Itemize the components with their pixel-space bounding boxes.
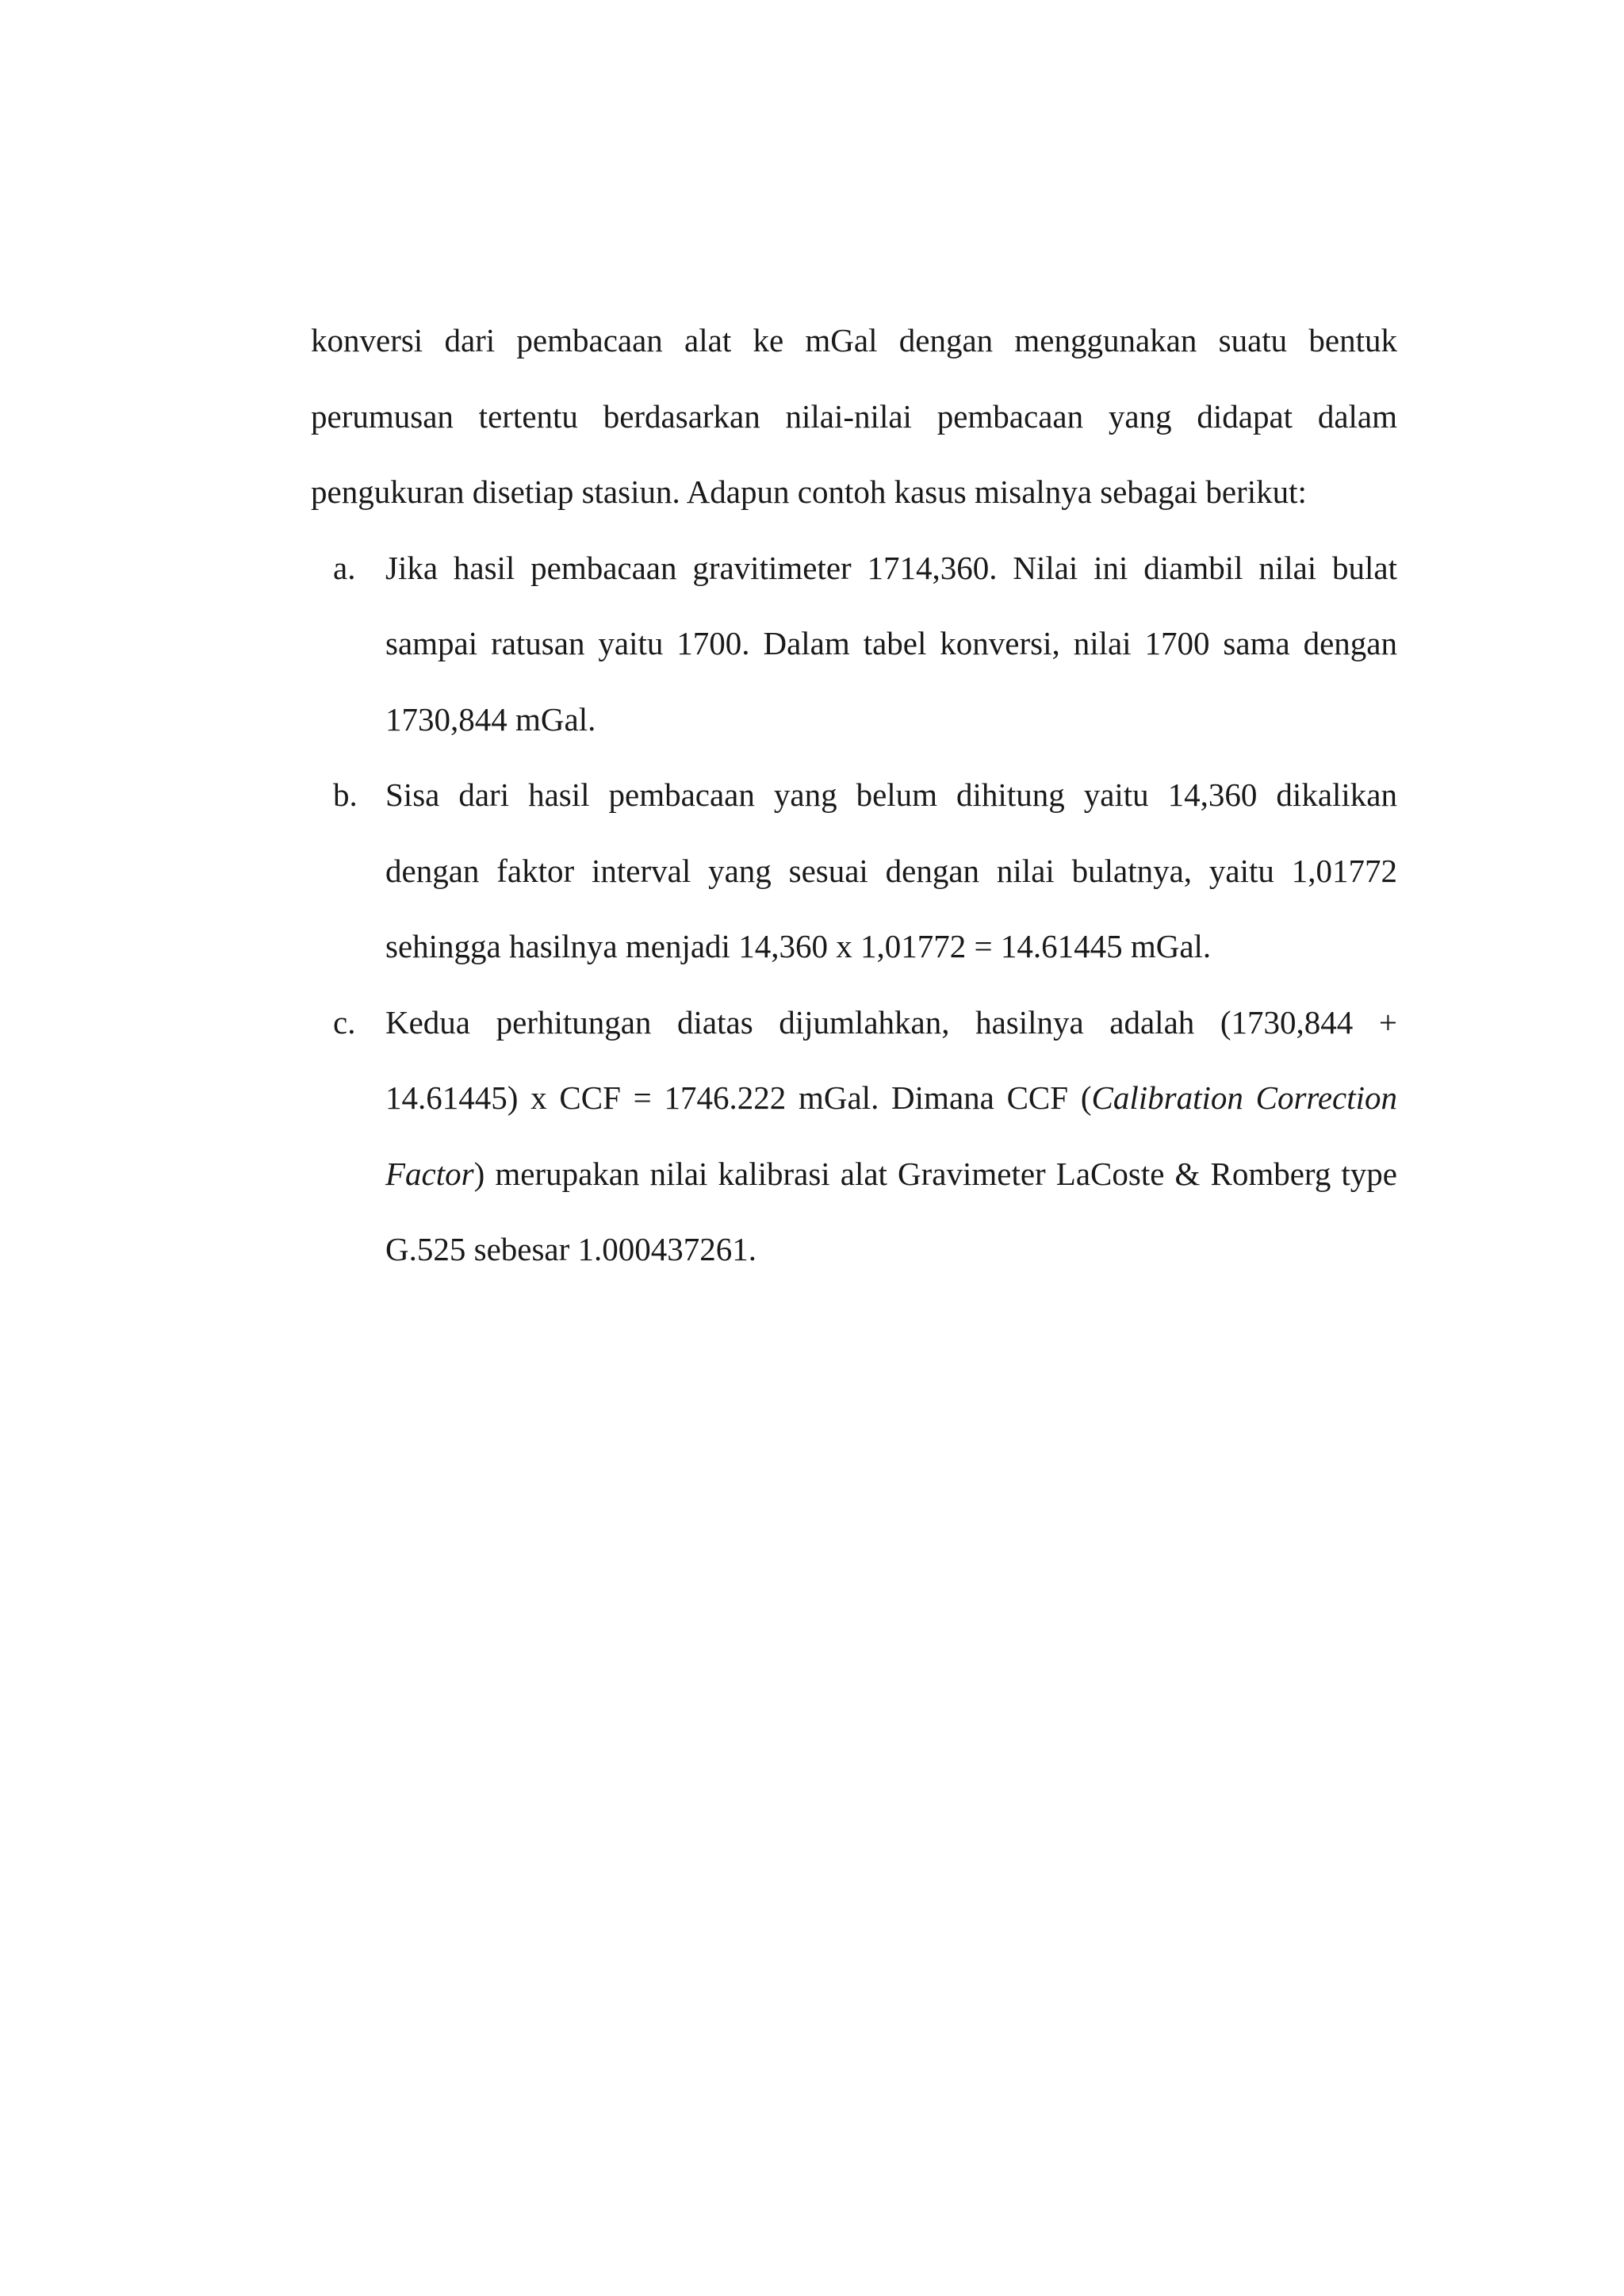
- list-item-a: [311, 531, 1397, 758]
- list-item-text: Sisa dari hasil pembacaan yang belum dihitung yaitu 14,360 dikalikan dengan faktor interval yang sesuai dengan nilai bulatnya, yaitu 1,01772 sehingga hasilnya menjadi 14,360 x 1,01772 = 14.61445 mGal.: [385, 776, 1397, 964]
- list-marker: b.: [333, 776, 358, 813]
- list-marker: a.: [333, 549, 356, 586]
- document-body: [311, 303, 1397, 1288]
- list-item-b: [311, 757, 1397, 985]
- list-item-text-before: Kedua perhitungan diatas dijumlahkan, hasilnya adalah (1730,844 + 14.61445) x CCF = 1746.222 mGal. Dimana CCF (: [385, 1003, 1397, 1116]
- intro-paragraph: konversi dari pembacaan alat ke mGal dengan menggunakan suatu bentuk perumusan tertentu berdasarkan nilai-nilai pembacaan yang didapat dalam pengukuran disetiap stasiun. Adapun contoh kasus misalnya sebagai berikut:: [311, 322, 1397, 510]
- list-item-c: [311, 985, 1397, 1288]
- list-item-text-italic: Calibration Correction Factor: [385, 1079, 1398, 1192]
- list-item-text-after: ) merupakan nilai kalibrasi alat Gravimeter LaCoste & Romberg type G.525 sebesar 1.000437261.: [385, 1155, 1397, 1267]
- list-marker: c.: [333, 1003, 356, 1041]
- list-item-text: [385, 985, 1397, 1288]
- example-list: [311, 531, 1397, 1288]
- list-item-text: Jika hasil pembacaan gravitimeter 1714,360. Nilai ini diambil nilai bulat sampai ratusan yaitu 1700. Dalam tabel konversi, nilai 1700 sama dengan 1730,844 mGal.: [385, 549, 1397, 738]
